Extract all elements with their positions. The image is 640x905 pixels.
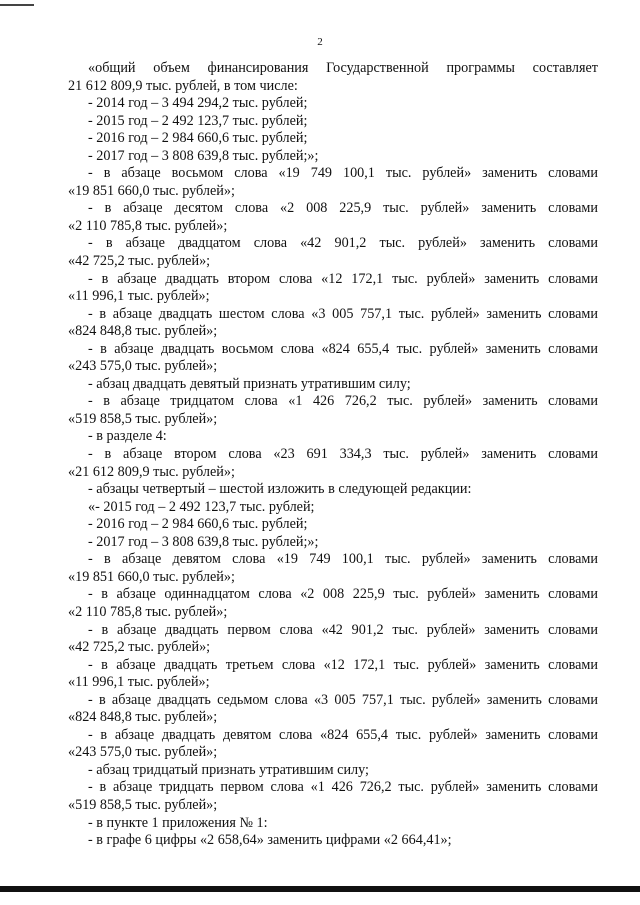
document-line: - в пункте 1 приложения № 1: [88, 814, 268, 831]
document-line: - в абзаце двадцать первом слова «42 901,2 тыс. рублей» заменить словами [88, 621, 598, 638]
document-line: - 2015 год – 2 492 123,7 тыс. рублей; [88, 112, 308, 129]
document-line: - в абзаце тридцатом слова «1 426 726,2 тыс. рублей» заменить словами [88, 393, 598, 410]
document-line: - абзац тридцатый признать утратившим силу; [88, 761, 369, 778]
document-line: - 2016 год – 2 984 660,6 тыс. рублей; [88, 130, 308, 147]
document-line: «общий объем финансирования Государственной программы составляет [88, 60, 598, 76]
document-line: - 2017 год – 3 808 639,8 тыс. рублей;»; [88, 533, 319, 550]
document-line: - в абзаце двадцать седьмом слова «3 005 757,1 тыс. рублей» заменить словами [88, 691, 598, 708]
document-line: - в графе 6 цифры «2 658,64» заменить цифрами «2 664,41»; [88, 832, 452, 849]
document-line: - в абзаце втором слова «23 691 334,3 тыс. рублей» заменить словами [88, 446, 598, 463]
document-body [68, 60, 598, 850]
document-line: «19 851 660,0 тыс. рублей»; [68, 182, 235, 199]
document-line: «243 575,0 тыс. рублей»; [68, 358, 218, 375]
document-line: «243 575,0 тыс. рублей»; [68, 744, 218, 761]
document-line: «11 996,1 тыс. рублей»; [68, 288, 210, 305]
document-line: - в абзаце двадцать втором слова «12 172,1 тыс. рублей» заменить словами [88, 270, 598, 287]
document-line: - 2014 год – 3 494 294,2 тыс. рублей; [88, 95, 308, 112]
document-line: 21 612 809,9 тыс. рублей, в том числе: [68, 77, 298, 94]
document-line: - в абзаце двадцать третьем слова «12 172,1 тыс. рублей» заменить словами [88, 656, 598, 673]
document-line: - в абзаце двадцать девятом слова «824 655,4 тыс. рублей» заменить словами [88, 726, 598, 743]
document-line: - 2017 год – 3 808 639,8 тыс. рублей;»; [88, 147, 319, 164]
document-line: - абзац двадцать девятый признать утратившим силу; [88, 375, 411, 392]
document-line: «824 848,8 тыс. рублей»; [68, 709, 218, 726]
document-line: - абзацы четвертый – шестой изложить в следующей редакции: [88, 481, 472, 498]
document-line: «11 996,1 тыс. рублей»; [68, 674, 210, 691]
document-line: «- 2015 год – 2 492 123,7 тыс. рублей; [88, 498, 315, 515]
document-line: - в абзаце двадцать восьмом слова «824 655,4 тыс. рублей» заменить словами [88, 340, 598, 357]
page-number: 2 [317, 36, 323, 48]
document-line: - в абзаце одиннадцатом слова «2 008 225,9 тыс. рублей» заменить словами [88, 586, 598, 603]
document-line: - в абзаце двадцатом слова «42 901,2 тыс. рублей» заменить словами [88, 235, 598, 252]
scan-bottom-edge [0, 886, 640, 892]
document-line: «19 851 660,0 тыс. рублей»; [68, 568, 235, 585]
scan-edge-mark [0, 4, 34, 6]
document-line: - в разделе 4: [88, 428, 167, 445]
document-line: «519 858,5 тыс. рублей»; [68, 796, 218, 813]
document-line: - в абзаце тридцать первом слова «1 426 726,2 тыс. рублей» заменить словами [88, 779, 598, 796]
document-line: - в абзаце восьмом слова «19 749 100,1 тыс. рублей» заменить словами [88, 165, 598, 182]
document-line: - в абзаце двадцать шестом слова «3 005 757,1 тыс. рублей» заменить словами [88, 305, 598, 322]
document-line: «824 848,8 тыс. рублей»; [68, 323, 218, 340]
document-line: - 2016 год – 2 984 660,6 тыс. рублей; [88, 516, 308, 533]
document-line: «2 110 785,8 тыс. рублей»; [68, 603, 228, 620]
document-line: - в абзаце девятом слова «19 749 100,1 тыс. рублей» заменить словами [88, 551, 598, 568]
document-line: «21 612 809,9 тыс. рублей»; [68, 463, 235, 480]
document-line: - в абзаце десятом слова «2 008 225,9 тыс. рублей» заменить словами [88, 200, 598, 217]
document-line: «42 725,2 тыс. рублей»; [68, 253, 211, 270]
document-line: «42 725,2 тыс. рублей»; [68, 639, 211, 656]
document-line: «2 110 785,8 тыс. рублей»; [68, 217, 228, 234]
document-line: «519 858,5 тыс. рублей»; [68, 410, 218, 427]
